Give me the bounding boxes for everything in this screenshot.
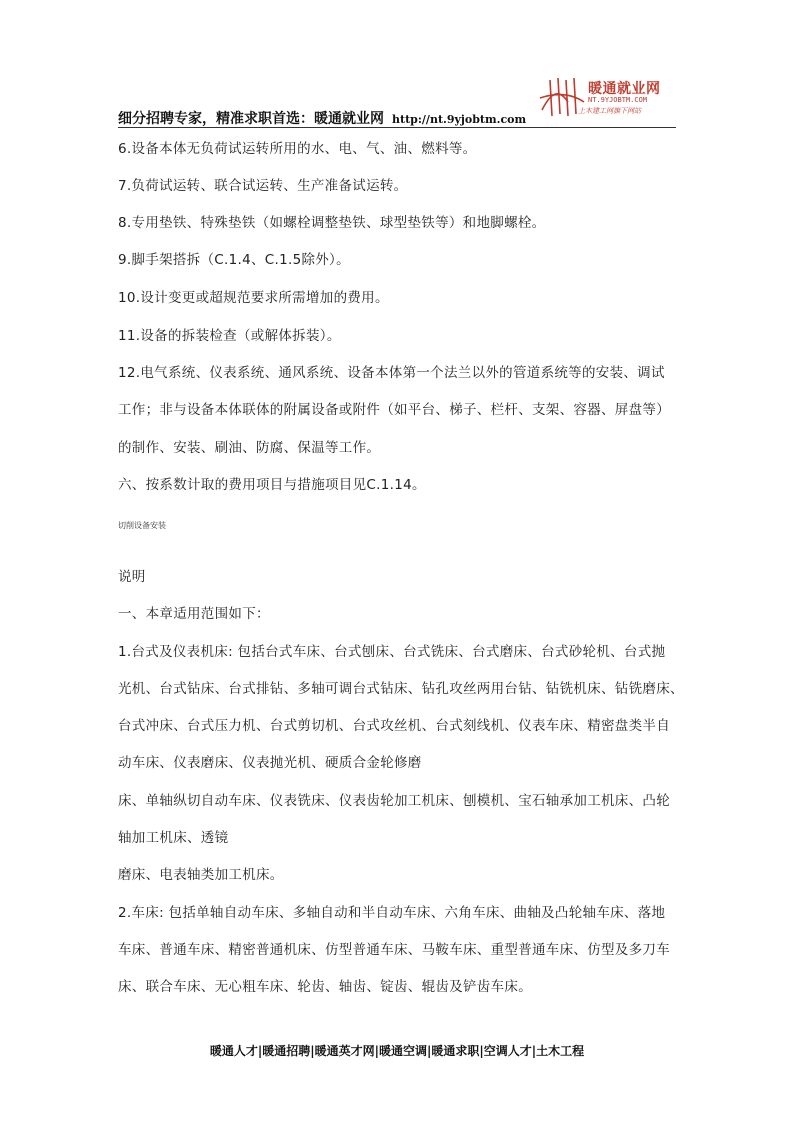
body-line: 11.设备的拆装检查（或解体拆装）。	[118, 328, 341, 344]
body-line: 六、按系数计取的费用项目与措施项目见C.1.14。	[118, 477, 426, 493]
footer-links[interactable]: 暖通人才|暖通招聘|暖通英才网|暖通空调|暖通求职|空调人才|土木工程	[209, 1044, 585, 1058]
body-line: 床、联合车床、无心粗车床、轮齿、轴齿、锭齿、辊齿及铲齿车床。	[118, 979, 532, 995]
section-heading: 说明	[118, 569, 146, 585]
header-tagline-text: 细分招聘专家，精准求职首选：暖通就业网	[118, 111, 384, 127]
body-line: 工作；非与设备本体联体的附属设备或附件（如平台、梯子、栏杆、支架、容器、屏盘等）	[118, 402, 670, 418]
logo-name: 暖通就业网	[588, 81, 661, 97]
header-divider	[118, 127, 676, 128]
body-line: 8.专用垫铁、特殊垫铁（如螺栓调整垫铁、球型垫铁等）和地脚螺栓。	[118, 215, 546, 231]
header-url[interactable]: http://nt.9yjobtm.com	[392, 113, 527, 126]
body-line: 10.设计变更或超规范要求所需增加的费用。	[118, 290, 389, 306]
body-line: 光机、台式钻床、台式排钻、多轴可调台式钻床、钻孔攻丝两用台钻、钻铣机床、钻铣磨床、	[118, 681, 684, 697]
body-line: 动车床、仪表磨床、仪表抛光机、硬质合金轮修磨	[118, 755, 422, 771]
body-line: 7.负荷试运转、联合试运转、生产准备试运转。	[118, 178, 408, 194]
body-line: 6.设备本体无负荷试运转所用的水、电、气、油、燃料等。	[118, 141, 477, 157]
body-line: 2.车床: 包括单轴自动车床、多轴自动和半自动车床、六角车床、曲轴及凸轮轴车床、落地	[118, 905, 666, 921]
body-line: 车床、普通车床、精密普通机床、仿型普通车床、马鞍车床、重型普通车床、仿型及多刀车	[118, 942, 670, 958]
body-line: 轴加工机床、透镜	[118, 830, 229, 846]
body-line: 的制作、安装、刷油、防腐、保温等工作。	[118, 440, 381, 456]
body-line: 台式冲床、台式压力机、台式剪切机、台式攻丝机、台式刻线机、仪表车床、精密盘类半自	[118, 718, 670, 734]
section-small-title: 切削设备安装	[118, 521, 166, 530]
header-tagline	[118, 108, 526, 128]
body-line: 12.电气系统、仪表系统、通风系统、设备本体第一个法兰以外的管道系统等的安装、调试	[118, 365, 665, 381]
logo-url: NT.9YJOBTM.COM	[588, 96, 648, 104]
body-line: 床、单轴纵切自动车床、仪表铣床、仪表齿轮加工机床、刨模机、宝石轴承加工机床、凸轮	[118, 793, 670, 809]
body-line: 磨床、电表轴类加工机床。	[118, 867, 284, 883]
body-line: 1.台式及仪表机床: 包括台式车床、台式刨床、台式铣床、台式磨床、台式砂轮机、台式抛	[118, 644, 666, 660]
body-line: 9.脚手架搭拆（C.1.4、C.1.5除外）。	[118, 252, 350, 268]
body-line: 一、本章适用范围如下：	[118, 606, 270, 622]
logo-slogan: 土木建工网旗下网站	[578, 107, 641, 115]
